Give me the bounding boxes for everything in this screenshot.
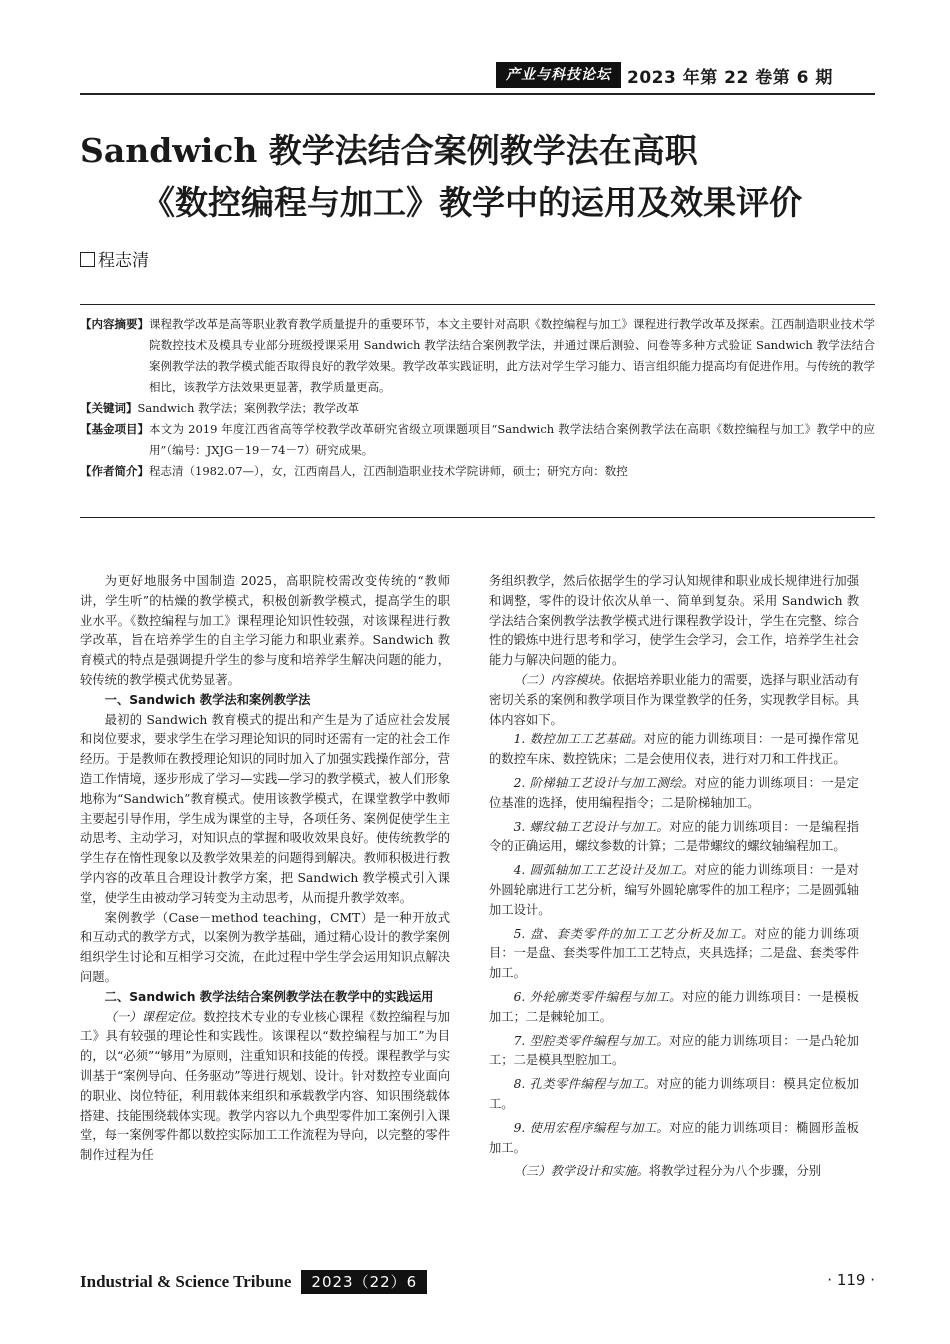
paragraph: [489, 671, 859, 730]
list-item-text: 对应的能力训练项目：模具定位板加工。: [489, 1077, 859, 1111]
list-item-label: 2. 阶梯轴工艺设计与加工测绘。: [513, 775, 695, 790]
list-item-label: 1. 数控加工工艺基础。: [513, 732, 644, 747]
abstract-block: [80, 314, 875, 482]
paragraph-text: 依据培养职业能力的需要，选择与职业活动有密切关系的案例和教学项目作为课堂教学的任务，实现教学目标。具体内容如下。: [489, 672, 859, 727]
list-item-text: 对应的能力训练项目：一是模板加工；二是棘轮加工。: [489, 989, 859, 1024]
fund-text: 本文为 2019 年度江西省高等学校教学改革研究省级立项课题项目“Sandwich 教学法结合案例教学法在高职《数控编程与加工》教学中的应用”（编号：JXJG－19－74－7）研究成果。: [149, 422, 875, 457]
author-line: [80, 246, 149, 271]
author-info-label: 【作者简介】: [80, 464, 149, 478]
page-footer: [80, 1267, 875, 1297]
list-item-label: 3. 螺纹轴工艺设计与加工。: [513, 819, 670, 834]
author-name: 程志清: [98, 251, 149, 271]
list-item-label: 6. 外轮廓类零件编程与加工。: [513, 989, 682, 1004]
list-item: [489, 774, 859, 814]
subsection-label: （三）教学设计和实施。: [513, 1164, 649, 1179]
body-left-column: [80, 572, 450, 1166]
page-number: · 119 ·: [827, 1271, 875, 1289]
body-right-column: [489, 572, 859, 1182]
abstract-fund: [80, 419, 875, 461]
list-item-text: 对应的能力训练项目：一是盘、套类零件加工工艺特点，夹具选择；二是盘、套类零件加工。: [489, 926, 859, 981]
list-item: [489, 1119, 859, 1159]
list-item: [489, 818, 859, 858]
author-box-icon: [80, 252, 95, 267]
journal-column-badge: 产业与科技论坛: [496, 62, 621, 88]
subsection-label: （一）课程定位。: [104, 1009, 204, 1024]
title-line-1: Sandwich 教学法结合案例教学法在高职: [80, 131, 698, 170]
keywords-text: Sandwich 教学法；案例教学法；教学改革: [137, 401, 360, 415]
paragraph: 最初的 Sandwich 教育模式的提出和产生是为了适应社会发展和岗位要求，要求学生在学习理论知识的同时还需有一定的社会工作经历。于是教师在教授理论知识的同时加入了加强实践操作部分，营造工作情境，逐步形成了学习—实践—学习的教学模式，被人们形象地称为“Sandwich”教育模式。使用该教学模式，在课堂教学中教师主要起引导作用，学生成为课堂的主导，各项任务、案例促使学生主动思考、主动学习，对知识点的掌握和吸收效果良好。使传统教学的学生存在惰性现象以及教学效果差的问题得到解决。教师积极进行教学内容的改革且合理设计教学方案，把 Sandwich 教学模式引入课堂，使学生由被动学习转变为主动思考，从而提升教学效率。: [80, 712, 450, 905]
journal-name: Industrial & Science Tribune: [80, 1272, 292, 1291]
list-item-label: 5. 盘、套类零件的加工工艺分析及加工。: [513, 926, 755, 941]
issue-label: 2023 年第 22 卷第 6 期: [627, 67, 833, 88]
footer-issue-badge: 2023（22）6: [301, 1270, 427, 1294]
paragraph-text: 将教学过程分为八个步骤，分别: [648, 1164, 822, 1179]
list-item: [489, 1075, 859, 1115]
paragraph: 为更好地服务中国制造 2025，高职院校需改变传统的“教师讲，学生听”的枯燥的教学模式，积极创新教学模式，提高学生的职业水平。《数控编程与加工》课程理论知识性较强，对该课程进行教学改革，旨在培养学生的自主学习能力和职业素养。Sandwich 教育模式的特点是强调提升学生的参与度和培养学生解决问题的能力，较传统的教学模式优势显著。: [80, 574, 450, 687]
list-item: [489, 861, 859, 920]
abstract-summary: [80, 314, 875, 398]
keywords-label: 【关键词】: [80, 401, 138, 415]
article-title: [80, 125, 880, 229]
paragraph: [489, 1162, 859, 1182]
list-item-label: 8. 孔类零件编程与加工。: [513, 1077, 657, 1092]
abstract-top-rule: [80, 304, 875, 305]
section-heading-2: 二、Sandwich 教学法结合案例教学法在教学中的实践运用: [104, 989, 434, 1004]
paragraph-text: 数控技术专业的专业核心课程《数控编程与加工》具有较强的理论性和实践性。该课程以“数控编程与加工”为目的，以“必须”“够用”为原则，注重知识和技能的传授。课程教学与实训基于“案例导向、任务驱动”等进行规划、设计。针对数控专业面向的职业、岗位特征，利用载体来组织和承载教学内容、知识围绕载体搭建、技能围绕载体实现。教学内容以九个典型零件加工案例引入课堂，每一案例零件都以数控实际加工工作流程为导向，以完整的零件制作过程为任: [80, 1009, 450, 1163]
list-item-text: 对应的能力训练项目：一是编程指令的正确运用，螺纹参数的计算；二是带螺纹的螺纹轴编程加工。: [489, 819, 859, 854]
paragraph: [80, 1008, 450, 1166]
paragraph: 务组织教学，然后依据学生的学习认知规律和职业成长规律进行加强和调整，零件的设计依次从单一、简单到复杂。采用 Sandwich 教学法结合案例教学法教学模式进行课程教学设计，学生在完整、综合性的锻炼中进行思考和学习，使学生会学习，会工作，培养学生社会能力与解决问题的能力。: [489, 574, 859, 668]
summary-text: 课程教学改革是高等职业教育教学质量提升的重要环节，本文主要针对高职《数控编程与加工》课程进行教学改革及探索。江西制造职业技术学院数控技术及模具专业部分班级授课采用 Sandwich 教学法结合案例教学法，并通过课后测验、问卷等多种方式验证 Sandwich 教学法结合案例教学法的教学模式能否取得良好的教学效果。教学改革实践证明，此方法对学生学习能力、语言组织能力提高均有促进作用。与传统的教学相比，该教学方法效果更显著，教学质量更高。: [149, 317, 875, 394]
list-item-text: 对应的能力训练项目：一是可操作常见的数控车床、数控铣床；二是会使用仪表，进行对刀和工件找正。: [489, 732, 859, 767]
list-item-label: 9. 使用宏程序编程与加工。: [513, 1120, 670, 1135]
title-line-2: 《数控编程与加工》教学中的运用及效果评价: [142, 183, 802, 222]
list-item-text: 对应的能力训练项目：一是定位基准的选择，使用编程指令；二是阶梯轴加工。: [489, 775, 859, 810]
list-item: [489, 1032, 859, 1072]
fund-label: 【基金项目】: [80, 422, 149, 436]
header-rule: [80, 93, 875, 95]
author-info-text: 程志清（1982.07—），女，江西南昌人，江西制造职业技术学院讲师，硕士；研究方向：数控: [149, 464, 628, 478]
list-item-text: 对应的能力训练项目：椭圆形盖板加工。: [489, 1120, 859, 1155]
running-header: [496, 60, 833, 90]
list-item-text: 对应的能力训练项目：一是凸轮加工；二是模具型腔加工。: [489, 1033, 859, 1068]
subsection-label: （二）内容模块。: [513, 672, 613, 687]
list-item: [489, 730, 859, 770]
abstract-keywords: [80, 398, 875, 419]
section-heading-1: 一、Sandwich 教学法和案例教学法: [104, 692, 311, 707]
list-item-text: 对应的能力训练项目：一是对外圆轮廓进行工艺分析，编写外圆轮廓零件的加工程序；二是圆弧轴加工设计。: [489, 863, 859, 917]
list-item: [489, 988, 859, 1028]
abstract-author: [80, 461, 875, 482]
list-item-label: 7. 型腔类零件编程与加工。: [513, 1033, 670, 1048]
list-item: [489, 925, 859, 984]
abstract-bottom-rule: [80, 517, 875, 518]
paragraph: 案例教学（Case－method teaching，CMT）是一种开放式和互动式的教学方式，以案例为教学基础，通过精心设计的教学案例组织学生讨论和互相学习交流，在此过程中学生学会运用知识点解决问题。: [80, 910, 450, 984]
summary-label: 【内容摘要】: [80, 317, 149, 331]
list-item-label: 4. 圆弧轴加工工艺设计及加工。: [513, 863, 695, 878]
